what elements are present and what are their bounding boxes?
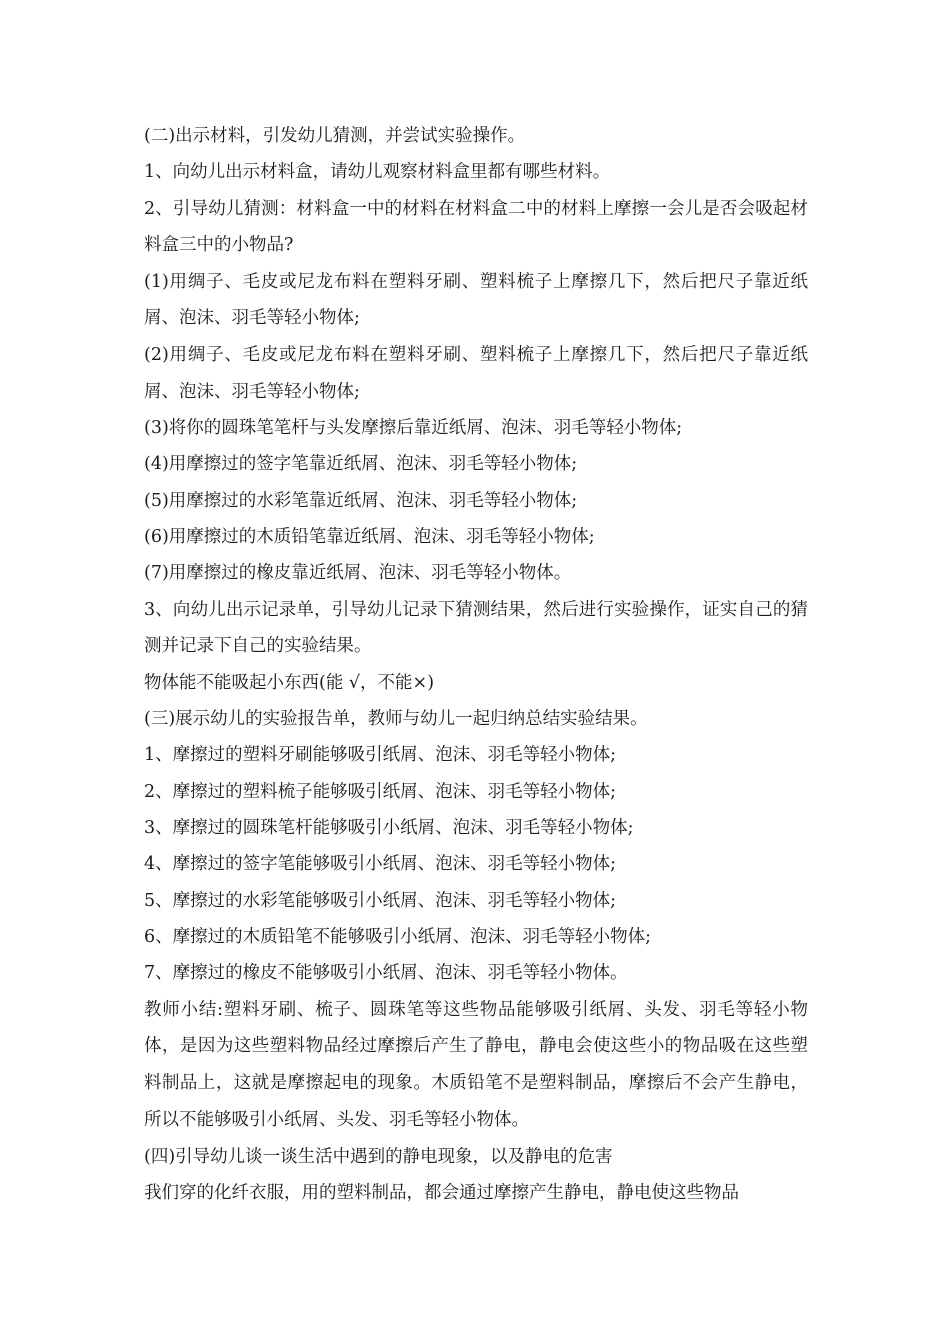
paragraph: 2、引导幼儿猜测：材料盒一中的材料在材料盒二中的材料上摩擦一会儿是否会吸起材料盒三中的小物品?: [144, 198, 808, 256]
list-item: (1)用绸子、毛皮或尼龙布料在塑料牙刷、塑料梳子上摩擦几下，然后把尺子靠近纸屑、泡沫、羽毛等轻小物体;: [144, 271, 808, 329]
list-item: 4、摩擦过的签字笔能够吸引小纸屑、泡沫、羽毛等轻小物体;: [144, 854, 617, 875]
document-body: [144, 118, 808, 1211]
list-item: 7、摩擦过的橡皮不能够吸引小纸屑、泡沫、羽毛等轻小物体。: [144, 963, 628, 984]
section-heading-3: (三)展示幼儿的实验报告单，教师与幼儿一起归纳总结实验结果。: [144, 709, 648, 730]
list-item: 1、摩擦过的塑料牙刷能够吸引纸屑、泡沫、羽毛等轻小物体;: [144, 745, 617, 766]
list-item: 6、摩擦过的木质铅笔不能够吸引小纸屑、泡沫、羽毛等轻小物体;: [144, 926, 652, 947]
list-item: 2、摩擦过的塑料梳子能够吸引纸屑、泡沫、羽毛等轻小物体;: [144, 781, 617, 802]
list-item: (3)将你的圆珠笔笔杆与头发摩擦后靠近纸屑、泡沫、羽毛等轻小物体;: [144, 418, 683, 439]
summary-paragraph: 教师小结:塑料牙刷、梳子、圆珠笔等这些物品能够吸引纸屑、头发、羽毛等轻小物体，是因为这些塑料物品经过摩擦后产生了静电，静电会使这些小的物品吸在这些塑料制品上，这就是摩擦起电的现象。木质铅笔不是塑料制品，摩擦后不会产生静电，所以不能够吸引小纸屑、头发、羽毛等轻小物体。: [144, 999, 808, 1130]
list-item: (7)用摩擦过的橡皮靠近纸屑、泡沫、羽毛等轻小物体。: [144, 563, 572, 584]
paragraph: 物体能不能吸起小东西(能 √，不能×): [144, 672, 435, 693]
section-heading-2: (二)出示材料，引发幼儿猜测，并尝试实验操作。: [144, 126, 526, 146]
paragraph: 3、向幼儿出示记录单，引导幼儿记录下猜测结果，然后进行实验操作，证实自己的猜测并记录下自己的实验结果。: [144, 599, 808, 657]
list-item: (2)用绸子、毛皮或尼龙布料在塑料牙刷、塑料梳子上摩擦几下，然后把尺子靠近纸屑、泡沫、羽毛等轻小物体;: [144, 344, 808, 402]
list-item: (4)用摩擦过的签字笔靠近纸屑、泡沫、羽毛等轻小物体;: [144, 454, 578, 475]
paragraph: 我们穿的化纤衣服，用的塑料制品，都会通过摩擦产生静电，静电使这些物品: [144, 1182, 739, 1203]
section-heading-4: (四)引导幼儿谈一谈生活中遇到的静电现象，以及静电的危害: [144, 1146, 613, 1167]
list-item: (6)用摩擦过的木质铅笔靠近纸屑、泡沫、羽毛等轻小物体;: [144, 527, 595, 548]
list-item: (5)用摩擦过的水彩笔靠近纸屑、泡沫、羽毛等轻小物体;: [144, 490, 578, 511]
list-item: 5、摩擦过的水彩笔能够吸引小纸屑、泡沫、羽毛等轻小物体;: [144, 890, 617, 911]
paragraph: 1、向幼儿出示材料盒，请幼儿观察材料盒里都有哪些材料。: [144, 162, 611, 183]
list-item: 3、摩擦过的圆珠笔杆能够吸引小纸屑、泡沫、羽毛等轻小物体;: [144, 818, 634, 839]
